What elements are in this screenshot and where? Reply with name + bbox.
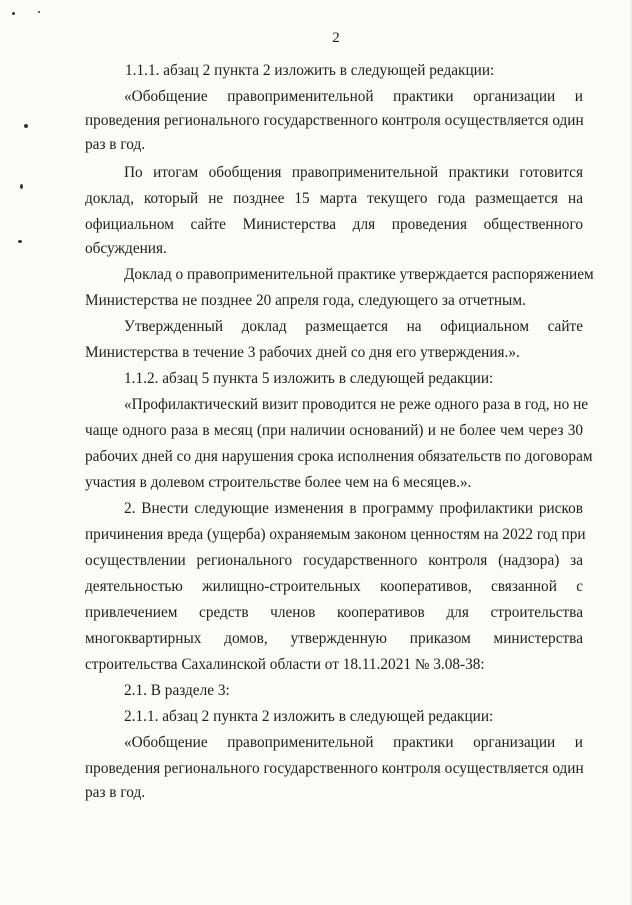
scan-speck — [38, 11, 40, 13]
text-line: доклад, который не позднее 15 марта текущего года размещается на — [85, 190, 583, 207]
text-line: «Профилактический визит проводится не реже одного раза в год, но не — [124, 396, 589, 413]
text-line: официальном сайте Министерства для проведения общественного — [85, 216, 583, 233]
text-line: причинения вреда (ущерба) охраняемым законом ценностям на 2022 год при — [85, 526, 586, 543]
text-line: обсуждения. — [85, 240, 167, 257]
page-number: 2 — [332, 30, 340, 46]
text-line: привлечением средств членов кооперативов для строительства — [85, 604, 583, 621]
scan-speck — [12, 12, 15, 15]
text-line: «Обобщение правоприменительной практики организации и — [124, 734, 583, 751]
text-line: многоквартирных домов, утвержденную приказом министерства — [85, 630, 583, 647]
text-line: строительства Сахалинской области от 18.11.2021 № 3.08-38: — [85, 656, 485, 673]
text-line: участия в долевом строительстве более чем на 6 месяцев.». — [85, 474, 472, 491]
text-line: рабочих дней со дня нарушения срока исполнения обязательств по договорам — [85, 448, 593, 465]
scan-speck — [18, 240, 22, 243]
text-line: Министерства в течение 3 рабочих дней со дня его утверждения.». — [85, 344, 520, 361]
text-line: Министерства не позднее 20 апреля года, следующего за отчетным. — [85, 292, 526, 309]
text-line: проведения регионального государственного контроля осуществляется один — [85, 112, 584, 129]
text-line: 2.1.1. абзац 2 пункта 2 изложить в следующей редакции: — [124, 708, 494, 725]
text-line: проведения регионального государственного контроля осуществляется один — [85, 760, 584, 777]
text-line: осуществлении регионального государственного контроля (надзора) за — [85, 552, 583, 569]
text-line: 1.1.2. абзац 5 пункта 5 изложить в следующей редакции: — [124, 370, 494, 387]
scan-speck — [20, 184, 23, 189]
text-line: По итогам обобщения правоприменительной практики готовится — [124, 164, 583, 181]
text-line: Утвержденный доклад размещается на официальном сайте — [124, 318, 583, 335]
text-line: раз в год. — [85, 136, 146, 153]
text-line: деятельностью жилищно-строительных кооперативов, связанной с — [85, 578, 583, 595]
text-line: Доклад о правоприменительной практике утверждается распоряжением — [124, 266, 594, 283]
text-line: раз в год. — [85, 784, 146, 801]
text-line: 2. Внести следующие изменения в программу профилактики рисков — [124, 500, 583, 517]
scan-speck — [24, 124, 28, 128]
text-line: «Обобщение правоприменительной практики организации и — [124, 88, 583, 105]
text-line: 2.1. В разделе 3: — [124, 682, 230, 699]
text-line: 1.1.1. абзац 2 пункта 2 изложить в следующей редакции: — [125, 62, 495, 79]
text-line: чаще одного раза в месяц (при наличии оснований) и не более чем через 30 — [85, 422, 583, 439]
